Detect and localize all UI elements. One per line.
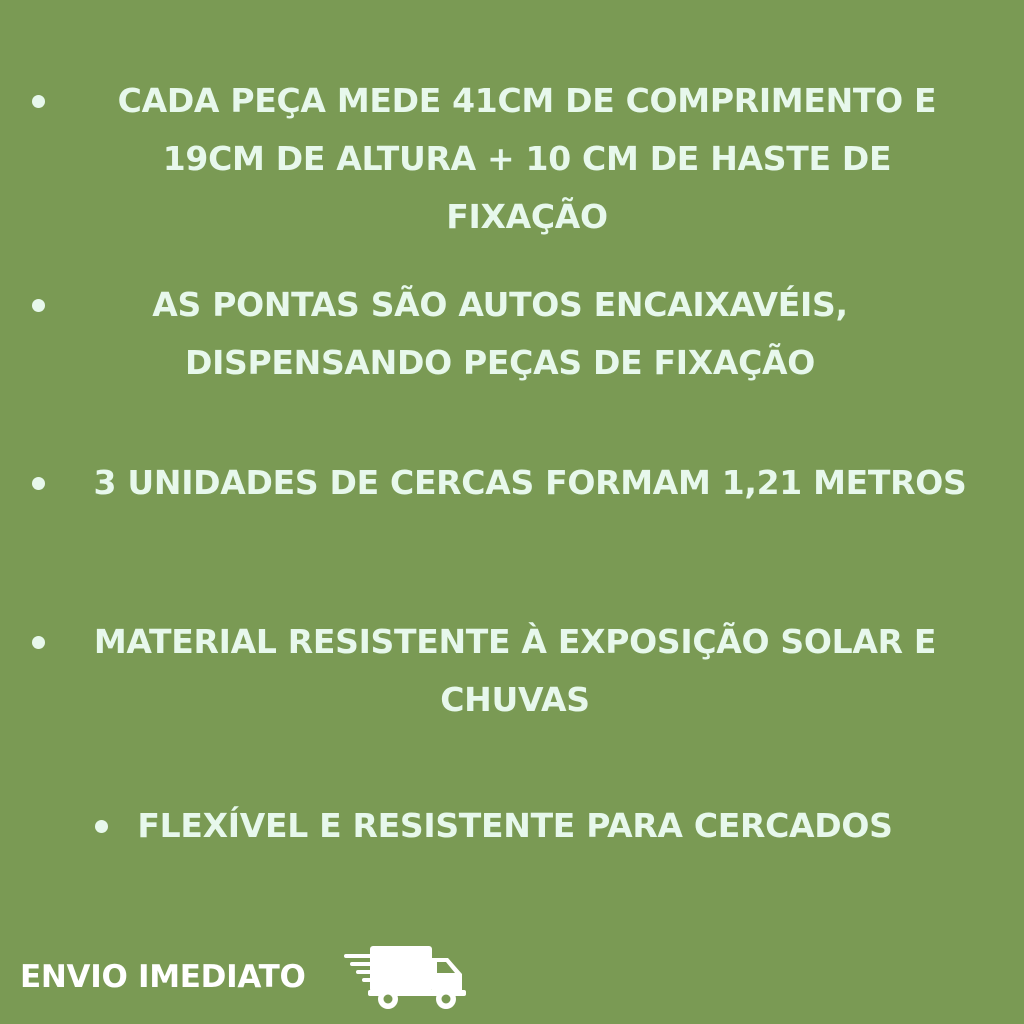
- feature-item: [92, 72, 962, 246]
- feature-line: AS PONTAS SÃO AUTOS ENCAIXAVÉIS,: [152, 285, 848, 324]
- bullet-icon: [32, 299, 45, 312]
- feature-item: [60, 454, 1000, 512]
- feature-line: FLEXÍVEL E RESISTENTE PARA CERCADOS: [137, 806, 893, 845]
- feature-item: [115, 797, 915, 855]
- bullet-icon: [32, 95, 45, 108]
- shipping-label: ENVIO IMEDIATO: [20, 959, 306, 995]
- feature-line: DISPENSANDO PEÇAS DE FIXAÇÃO: [184, 343, 816, 382]
- feature-line: 3 UNIDADES DE CERCAS FORMAM 1,21 METROS: [93, 463, 967, 502]
- feature-item: [60, 613, 970, 729]
- feature-line: MATERIAL RESISTENTE À EXPOSIÇÃO SOLAR E: [93, 622, 937, 661]
- delivery-truck-icon: [340, 940, 470, 1012]
- feature-line: CADA PEÇA MEDE 41CM DE COMPRIMENTO E: [117, 81, 937, 120]
- feature-line: FIXAÇÃO: [446, 197, 608, 236]
- bullet-icon: [32, 636, 45, 649]
- feature-line: 19CM DE ALTURA + 10 CM DE HASTE DE: [162, 139, 892, 178]
- feature-line: CHUVAS: [440, 680, 590, 719]
- feature-item: [100, 276, 900, 392]
- bullet-icon: [32, 477, 45, 490]
- bullet-icon: [95, 820, 108, 833]
